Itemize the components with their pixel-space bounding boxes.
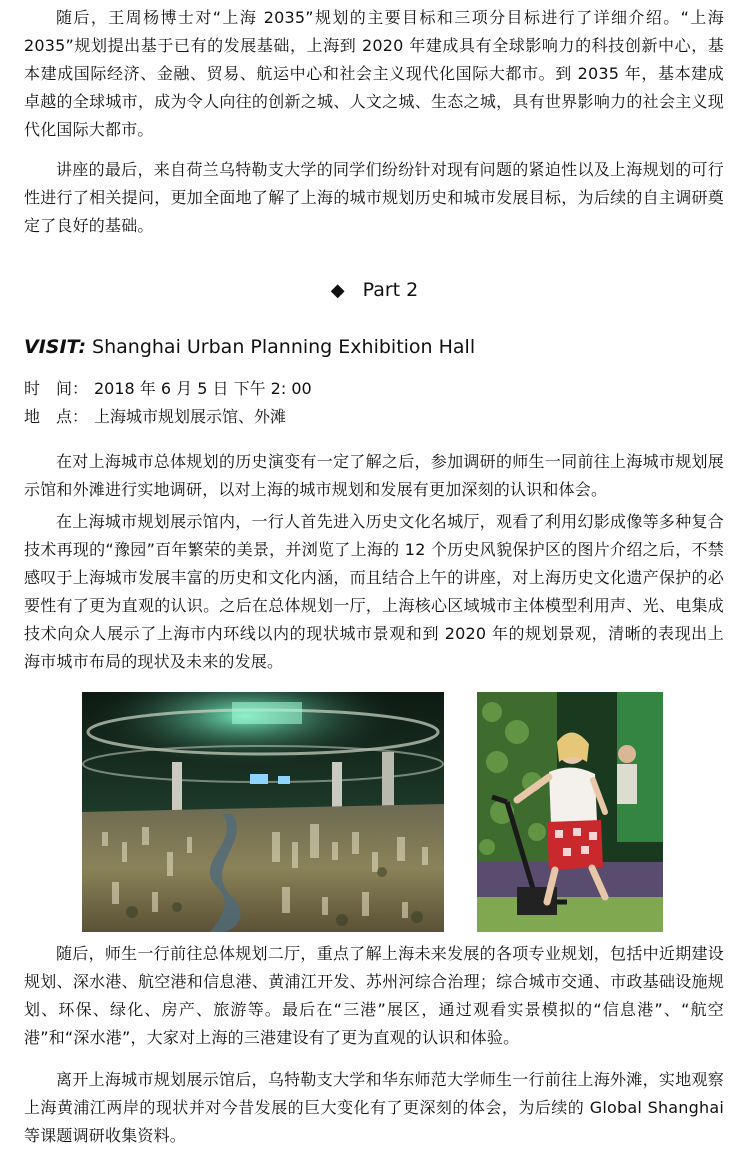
diamond-bullet-icon: ◆ bbox=[330, 280, 345, 301]
place-key: 地 点： bbox=[24, 407, 89, 426]
time-key: 时 间： bbox=[24, 379, 89, 398]
visit-place-line bbox=[24, 403, 286, 431]
visit-heading bbox=[24, 332, 475, 362]
visit-label: VISIT: bbox=[24, 336, 87, 358]
city-model-photo bbox=[82, 692, 444, 932]
paragraph-field-trip: 在对上海城市总体规划的历史演变有一定了解之后，参加调研的师生一同前往上海城市规划展示馆和外滩进行实地调研，以对上海的城市规划和发展有更加深刻的认识和体会。 bbox=[24, 452, 724, 499]
paragraph-lecture-end: 讲座的最后，来自荷兰乌特勒支大学的同学们纷纷针对现有问题的紧迫性以及上海规划的可行性进行了相关提问，更加全面地了解了上海的城市规划历史和城市发展目标，为后续的自主调研奠定了良好的基础。 bbox=[24, 160, 724, 235]
paragraph-exhibition-hall: 在上海城市规划展示馆内，一行人首先进入历史文化名城厅，观看了利用幻影成像等多种复合技术再现的“豫园”百年繁荣的美景，并浏览了上海的 12 个历史风貌保护区的图片介绍之后，不禁感叹于上海城市发展丰富的历史和文化内涵，而且结合上午的讲座，对上海历史文化遗产保护的必要性有了更为直观的认识。之后在总体规划一厅，上海核心区域城市主体模型利用声、光、电集成技术向众人展示了上海市内环线以内的现状城市景观和到 2020 年的规划景观，清晰的表现出上海市城市布局的现状及未来的发展。 bbox=[24, 512, 724, 671]
place-value: 上海城市规划展示馆、外滩 bbox=[94, 407, 287, 426]
section-title: Part 2 bbox=[362, 279, 419, 301]
paragraph-hall-two: 随后，师生一行前往总体规划二厅，重点了解上海未来发展的各项专业规划，包括中近期建设规划、深水港、航空港和信息港、黄浦江开发、苏州河综合治理；综合城市交通、市政基础设施规划、环保、绿化、房产、旅游等。最后在“三港”展区，通过观看实景模拟的“信息港”、“航空港”和“深水港”，大家对上海的三港建设有了更为直观的认识和体验。 bbox=[24, 944, 724, 1047]
paragraph-goals: 随后，王周杨博士对“上海 2035”规划的主要目标和三项分目标进行了详细介绍。“上海 2035”规划提出基于已有的发展基础，上海到 2020 年建成具有全球影响力的科技创新中心，基本建成国际经济、金融、贸易、航运中心和社会主义现代化国际大都市。到 2035 年，基本建成卓越的全球城市，成为令人向往的创新之城、人文之城、生态之城，具有世界影响力的社会主义现代化国际大都市。 bbox=[24, 8, 724, 139]
visit-time-line bbox=[24, 375, 312, 403]
visit-place: Shanghai Urban Planning Exhibition Hall bbox=[92, 336, 476, 358]
time-value: 2018 年 6 月 5 日 下午 2: 00 bbox=[94, 379, 312, 398]
exercise-bike-photo bbox=[477, 692, 663, 932]
section-heading bbox=[0, 276, 749, 305]
paragraph-the-bund: 离开上海城市规划展示馆后，乌特勒支大学和华东师范大学师生一行前往上海外滩，实地观察上海黄浦江两岸的现状并对今昔发展的巨大变化有了更深刻的体会，为后续的 Global Shanghai 等课题调研收集资料。 bbox=[24, 1070, 724, 1145]
